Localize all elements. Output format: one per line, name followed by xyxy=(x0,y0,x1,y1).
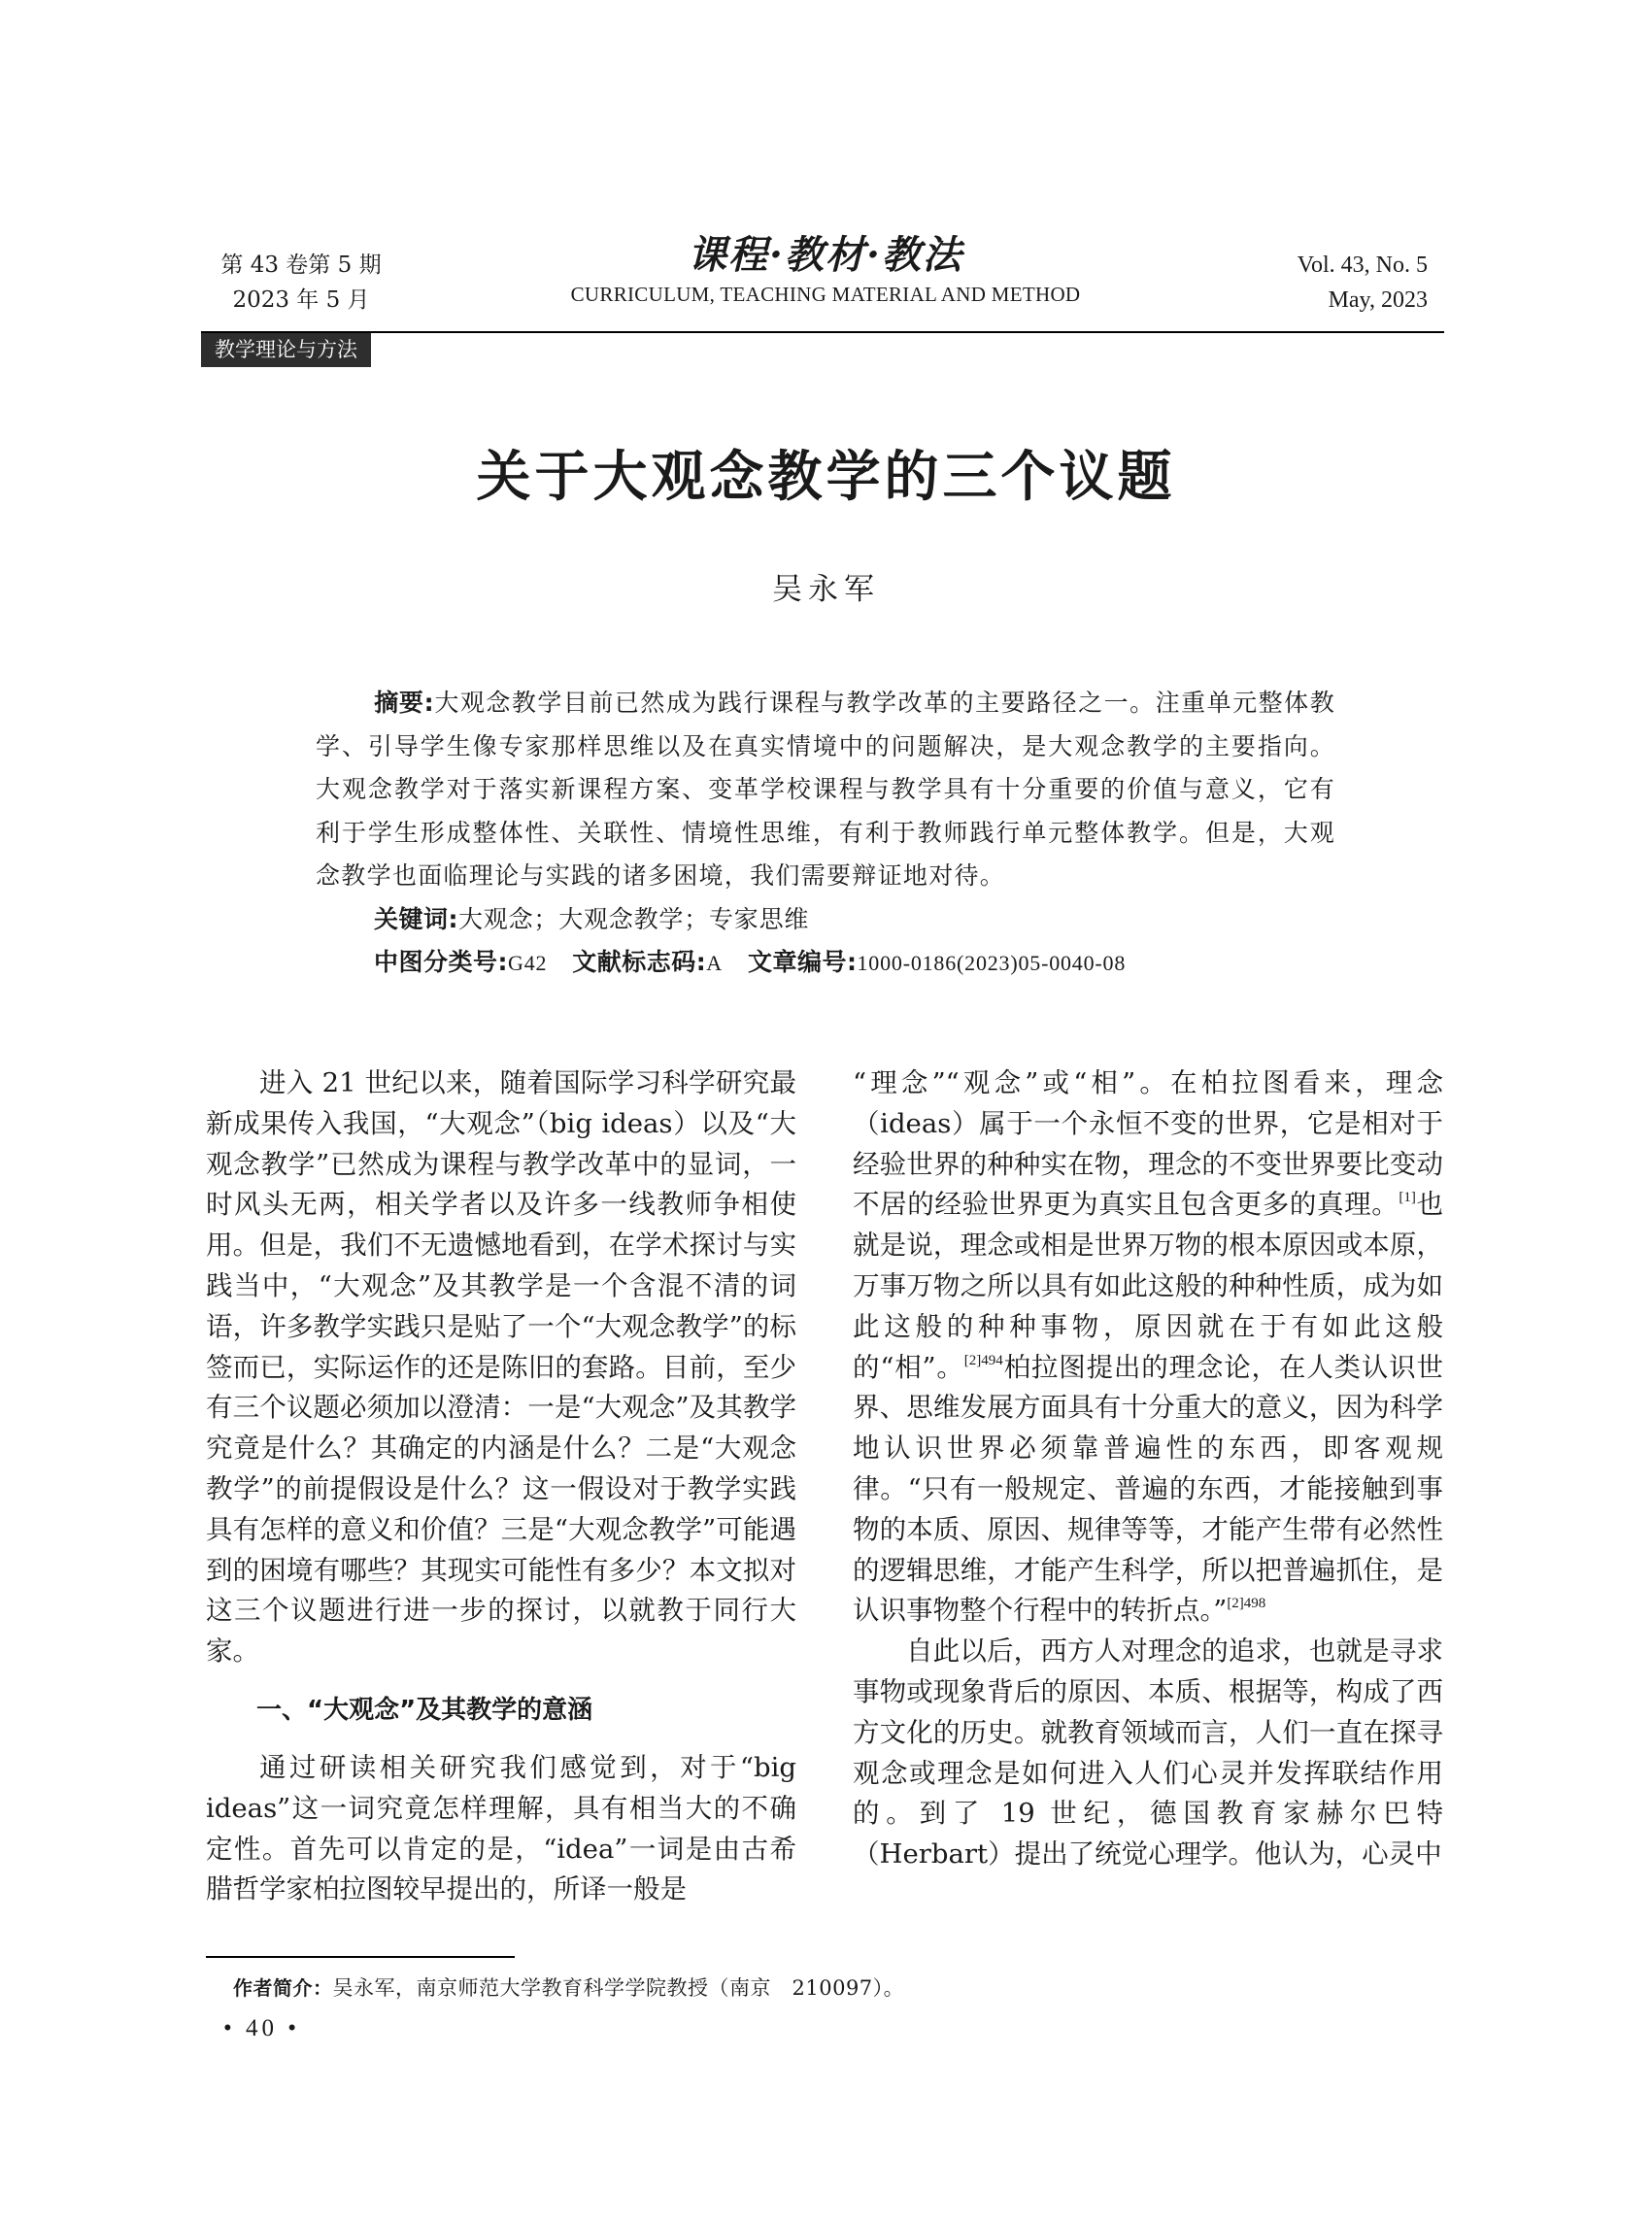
body-text: 也就是说，理念或相是世界万物的根本原因或本原，万事万物之所以具有如此这般的种种性质，成为如此这般的种种事物，原因就在于有如此这般的“相”。 xyxy=(853,1189,1444,1383)
volume-en: Vol. 43, No. 5 xyxy=(1297,253,1428,278)
body-column-right xyxy=(853,1063,1443,1875)
abstract-label: 摘要: xyxy=(374,689,435,717)
author-note-text: 吴永军，南京师范大学教育科学学院教授（南京 210097）。 xyxy=(332,1976,905,2000)
volume-cn: 第 43 卷第 5 期 xyxy=(220,253,382,278)
article-no-label: 文章编号: xyxy=(748,948,858,976)
keywords-label: 关键词: xyxy=(374,904,458,933)
clc-value: G42 xyxy=(508,951,548,975)
doc-code-value: A xyxy=(706,951,723,975)
article-no-value: 1000-0186(2023)05-0040-08 xyxy=(857,951,1127,975)
clc-label: 中图分类号: xyxy=(374,948,508,976)
abstract-paragraph xyxy=(316,682,1335,898)
page-number: • 40 • xyxy=(223,2015,301,2041)
body-paragraph: 通过研读相关研究我们感觉到，对于“big ideas”这一词究竟怎样理解，具有相当大的不确定性。首先可以肯定的是，“idea”一词是由古希腊哲学家柏拉图较早提出的，所译一般是 xyxy=(206,1751,796,1905)
body-paragraph: 自此以后，西方人对理念的追求，也就是寻求事物或现象背后的原因、本质、根据等，构成了西方文化的历史。就教育领域而言，人们一直在探寻观念或理念是如何进入人们心灵并发挥联结作用的。到了 19 世纪，德国教育家赫尔巴特（Herbart）提出了统觉心理学。他认为，心灵中 xyxy=(853,1635,1443,1871)
keywords-line xyxy=(316,898,1335,942)
body-column-left xyxy=(206,1063,796,1910)
author-note-label: 作者简介： xyxy=(233,1976,333,2000)
citation-ref: [1] xyxy=(1399,1190,1416,1206)
doc-code-label: 文献标志码: xyxy=(572,948,707,976)
date-en: May, 2023 xyxy=(1328,287,1428,313)
body-text: “理念”“观念”或“相”。在柏拉图看来，理念（ideas）属于一个永恒不变的世界，它是相对于经验世界的种种实在物，理念的不变世界要比变动不居的经验世界更为真实且包含更多的真理。 xyxy=(853,1067,1443,1221)
article-title: 关于大观念教学的三个议题 xyxy=(476,446,1176,509)
classification-line xyxy=(316,941,1335,986)
citation-ref: [2]494 xyxy=(963,1352,1003,1368)
footnote-rule xyxy=(206,1956,515,1958)
journal-issue-cn xyxy=(194,248,408,318)
header-rule xyxy=(201,331,1444,333)
journal-title-cn: 课程·教材·教法 xyxy=(688,232,963,278)
article-author: 吴永军 xyxy=(772,572,880,607)
section-heading: 一、“大观念”及其教学的意涵 xyxy=(256,1695,593,1725)
body-paragraph: 进入 21 世纪以来，随着国际学习科学研究最新成果传入我国，“大观念”（big ideas）以及“大观念教学”已然成为课程与教学改革中的显词，一时风头无两，相关学者以及许多一线教师争相使用。但是，我们不无遗憾地看到，在学术探讨与实践当中，“大观念”及其教学是一个含混不清的词语，许多教学实践只是贴了一个“大观念教学”的标签而已，实际运作的还是陈旧的套路。目前，至少有三个议题必须加以澄清：一是“大观念”及其教学究竟是什么？其确定的内涵是什么？二是“大观念教学”的前提假设是什么？这一假设对于教学实践具有怎样的意义和价值？三是“大观念教学”可能遇到的困境有哪些？其现实可能性有多少？本文拟对这三个议题进行进一步的探讨，以就教于同行大家。 xyxy=(206,1067,796,1668)
abstract-text: 大观念教学目前已然成为践行课程与教学改革的主要路径之一。注重单元整体教学、引导学生像专家那样思维以及在真实情境中的问题解决，是大观念教学的主要指向。大观念教学对于落实新课程方案、变革学校课程与教学具有十分重要的价值与意义，它有利于学生形成整体性、关联性、情境性思维，有利于教师践行单元整体教学。但是，大观念教学也面临理论与实践的诸多困境，我们需要辩证地对待。 xyxy=(316,689,1335,890)
keywords-text: 大观念；大观念教学；专家思维 xyxy=(458,904,810,933)
abstract-block xyxy=(316,682,1335,986)
body-paragraph xyxy=(853,1063,1443,1632)
journal-issue-en xyxy=(1253,248,1428,318)
author-footnote xyxy=(233,1972,1399,2005)
section-tag: 教学理论与方法 xyxy=(201,333,371,367)
journal-title-en: CURRICULUM, TEACHING MATERIAL AND METHOD xyxy=(570,283,1081,306)
body-text: 柏拉图提出的理念论，在人类认识世界、思维发展方面具有十分重大的意义，因为科学地认识世界必须靠普遍性的东西，即客观规律。“只有一般规定、普遍的东西，才能接触到事物的本质、原因、规律等等，才能产生带有必然性的逻辑思维，才能产生科学，所以把普遍抓住，是认识事物整个行程中的转折点。” xyxy=(853,1351,1444,1627)
citation-ref: [2]498 xyxy=(1227,1596,1266,1612)
journal-masthead xyxy=(524,231,1127,309)
date-cn: 2023 年 5 月 xyxy=(232,287,370,313)
